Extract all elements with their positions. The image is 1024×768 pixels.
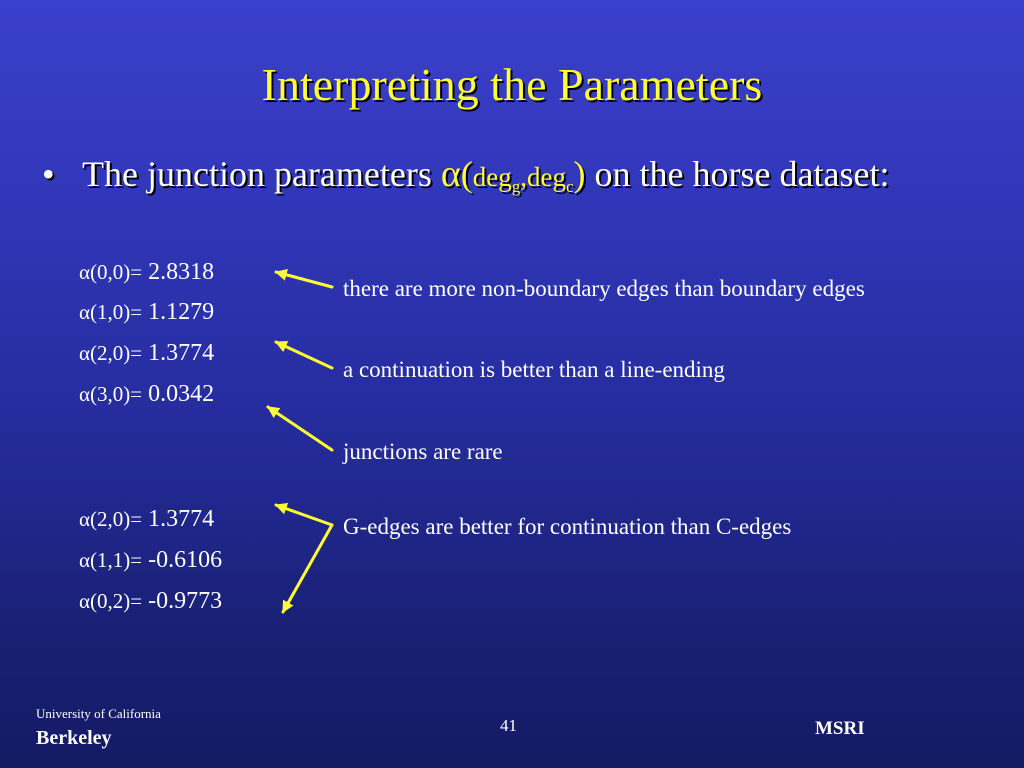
note-continuation: a continuation is better than a line-ending — [343, 357, 725, 382]
comma: , — [520, 162, 528, 192]
footer-institute: MSRI — [815, 718, 865, 739]
arrow-to-alpha-0-2 — [283, 525, 332, 612]
param-label: α(1,1)= — [79, 548, 143, 572]
bullet-text-after: on the horse dataset: — [585, 154, 890, 194]
param-label: α(3,0)= — [79, 382, 143, 406]
param-value: -0.6106 — [148, 547, 223, 573]
slide-title: Interpreting the Parameters — [261, 59, 763, 110]
arrow-to-alpha-2-0-second — [276, 505, 332, 525]
param-label: α(0,2)= — [79, 589, 143, 613]
note-boundary-edges: there are more non-boundary edges than boundary edges — [343, 276, 865, 301]
param-value: 1.1279 — [148, 299, 215, 325]
open-paren: ( — [460, 154, 473, 194]
param-value: 1.3774 — [148, 340, 215, 366]
param-value: 1.3774 — [148, 506, 215, 532]
bullet-text-before: The junction parameters — [82, 154, 441, 194]
deg-c-label: deg — [527, 162, 566, 192]
footer-university: University of California — [36, 706, 161, 721]
param-value: 2.8318 — [148, 259, 215, 285]
deg-g-subscript: g — [511, 177, 521, 196]
arrow-to-alpha-2-0 — [276, 342, 332, 368]
close-paren: ) — [573, 154, 586, 194]
param-label: α(2,0)= — [79, 341, 143, 365]
deg-g-label: deg — [472, 162, 512, 192]
note-junctions-rare: junctions are rare — [343, 439, 503, 464]
alpha-symbol: α — [440, 153, 461, 195]
note-g-edges: G-edges are better for continuation than C-edges — [343, 514, 792, 539]
param-label: α(0,0)= — [79, 260, 143, 284]
footer-campus: Berkeley — [36, 727, 112, 749]
deg-c-subscript: c — [566, 177, 574, 196]
param-value: 0.0342 — [148, 381, 215, 407]
arrow-to-alpha-0-0 — [276, 272, 332, 287]
param-label: α(2,0)= — [79, 507, 143, 531]
param-value: -0.9773 — [148, 588, 223, 614]
arrow-to-alpha-3-0 — [268, 407, 332, 450]
param-label: α(1,0)= — [79, 300, 143, 324]
bullet-marker: • — [42, 154, 55, 194]
page-number: 41 — [500, 716, 517, 735]
